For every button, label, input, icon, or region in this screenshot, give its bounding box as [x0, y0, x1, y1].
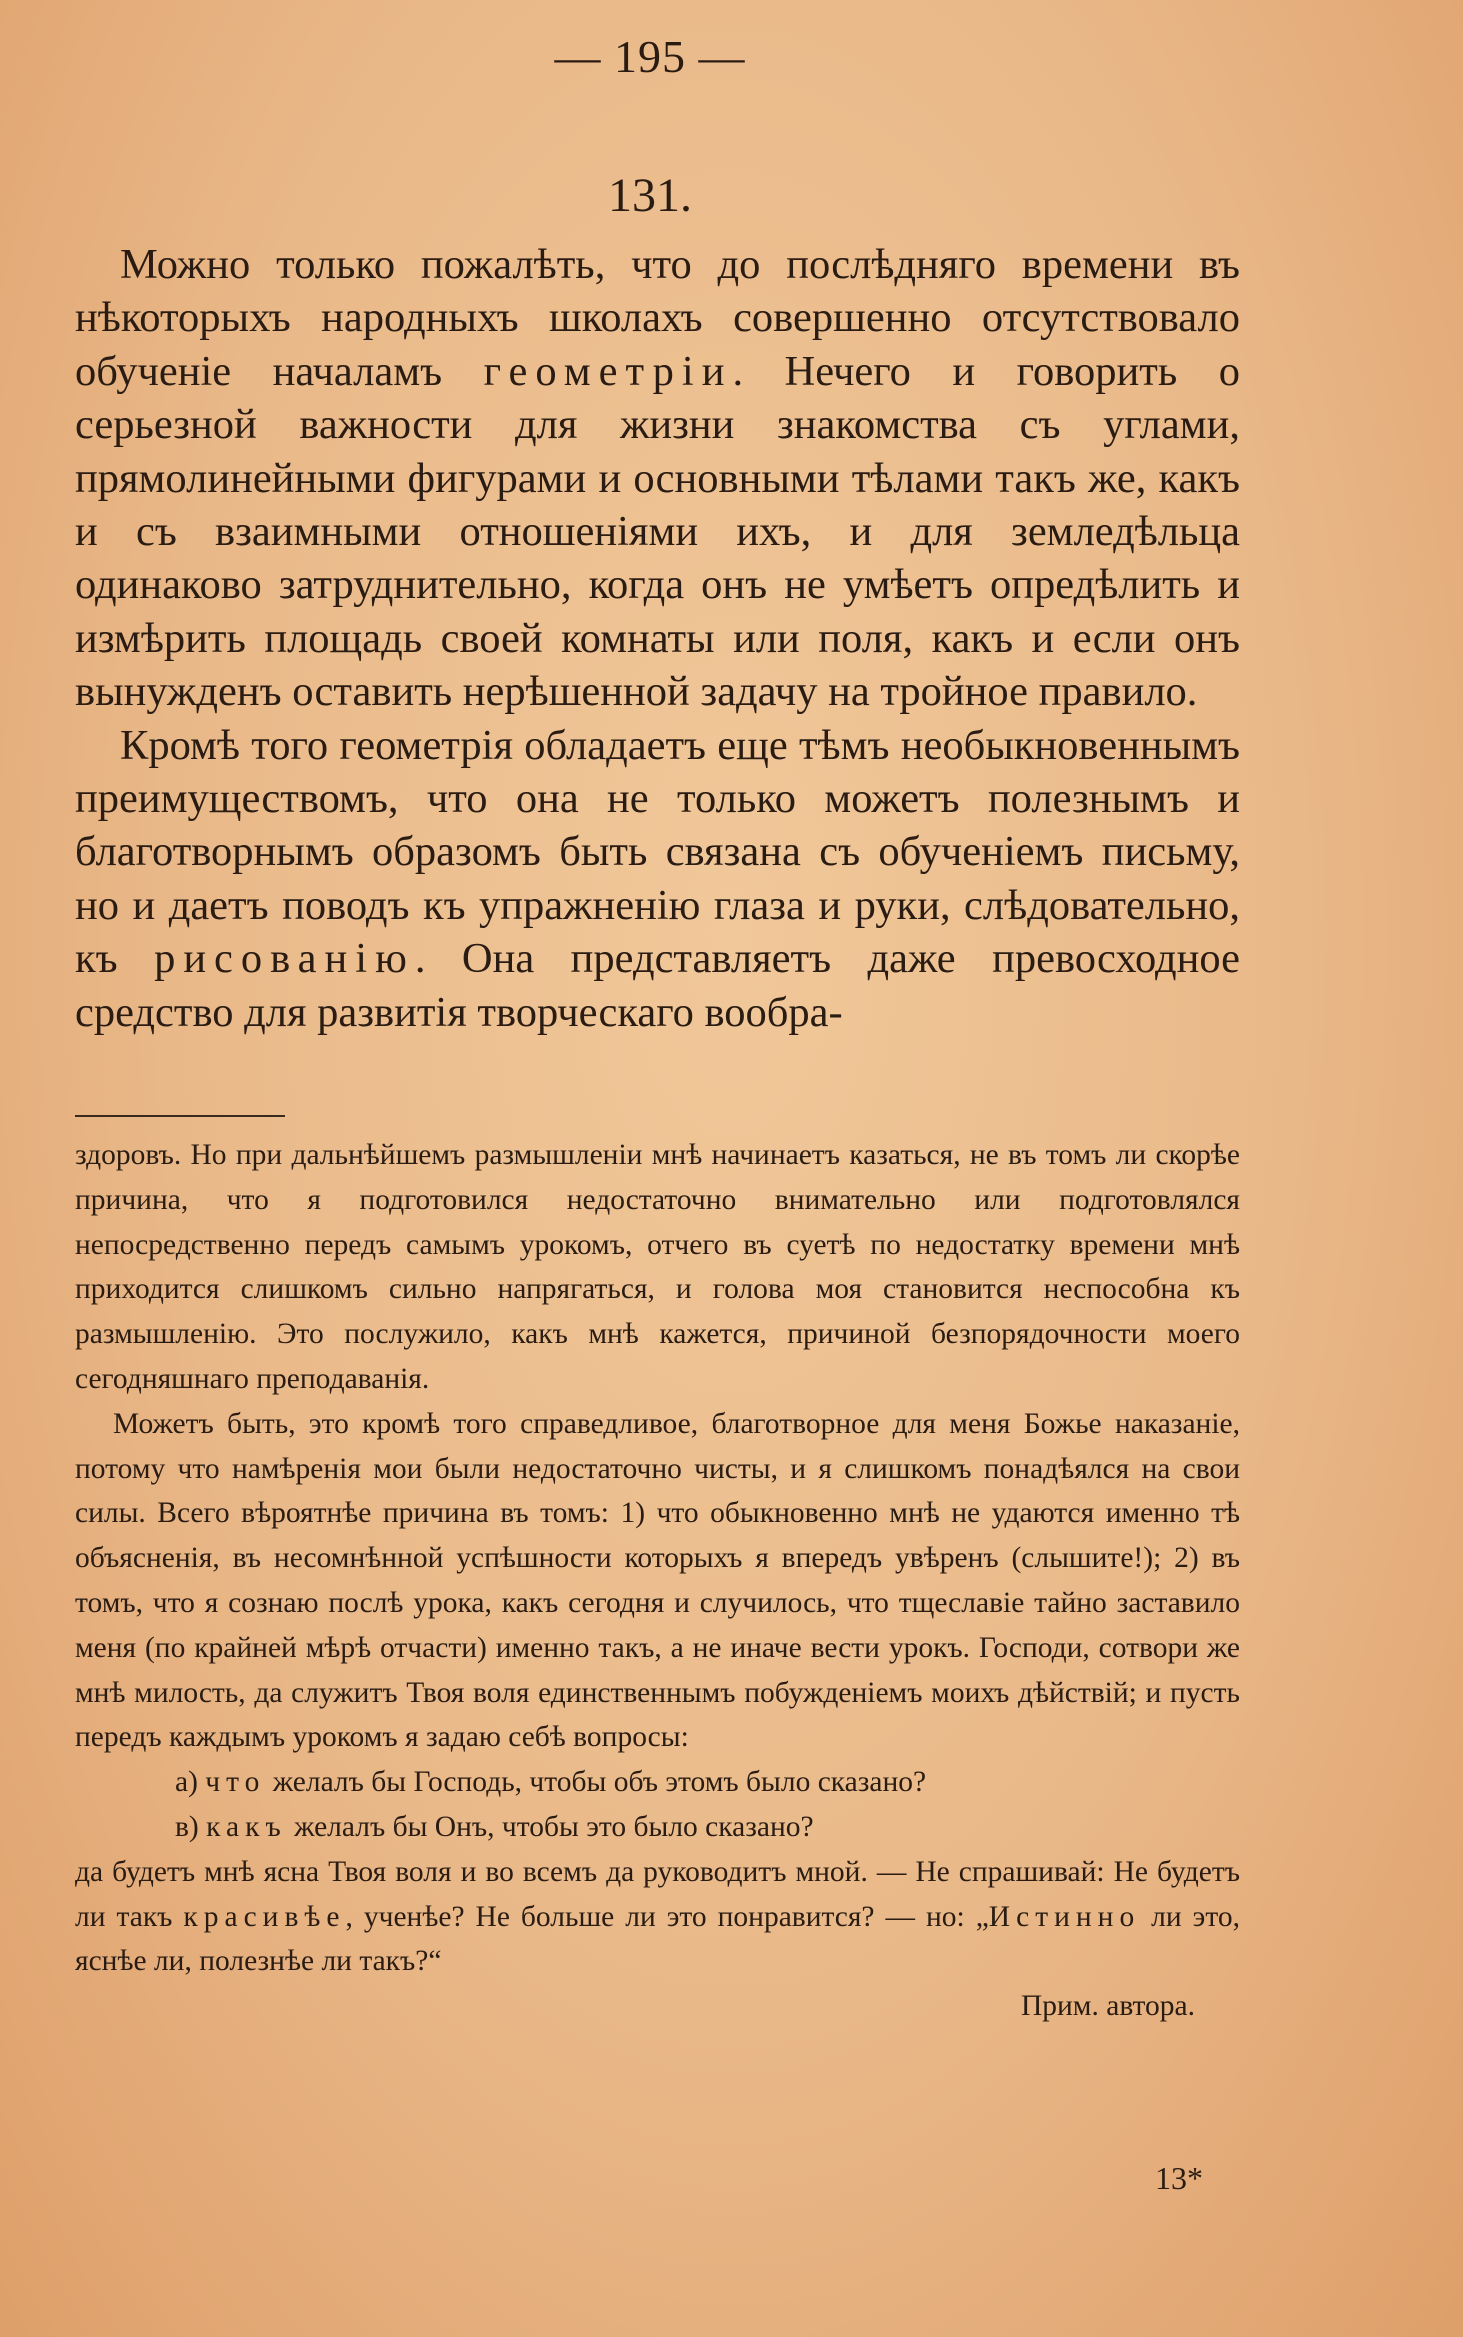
text-segment: . Она представляетъ даже превосходное средство для развитія творческаго вообра-: [75, 935, 1240, 1036]
question-label: а): [175, 1766, 198, 1799]
spaced-term: красивѣе: [183, 1900, 346, 1933]
question-text: желалъ бы Господь, чтобы объ этомъ было сказано?: [272, 1766, 927, 1799]
text-segment: да будетъ мнѣ ясна Твоя воля и во всемъ да руководитъ мной. — Не спрашивай: Не будетъ ли такъ: [75, 1855, 1240, 1933]
main-paragraph-2: [75, 719, 1240, 1039]
text-segment: Можно только пожалѣть, что до послѣдняго времени въ нѣкоторыхъ народныхъ школахъ совершенно отсутствовало обученіе началамъ: [75, 241, 1240, 395]
text-segment: ли это, яснѣе ли, полезнѣе ли такъ?“: [75, 1900, 1240, 1978]
footnote: [75, 1133, 1240, 2029]
question-text: желалъ бы Онъ, чтобы это было сказано?: [294, 1810, 814, 1843]
text-segment: . Нечего и говорить о серьезной важности для жизни знакомства съ углами, прямолинейными фигурами и основными тѣлами такъ же, какъ и съ взаимными отношеніями ихъ, и для земледѣльца одинаково затруднительно, когда онъ не умѣетъ опредѣлить и измѣрить площадь своей комнаты или поля, какъ и если онъ вынужденъ оставить нерѣшенной задачу на тройное правило.: [75, 347, 1240, 716]
spaced-term-geometry: геометріи: [483, 347, 733, 395]
section-number: 131.: [608, 169, 692, 222]
spaced-term: Истинно: [988, 1900, 1141, 1933]
footnote-question-a: [75, 1760, 1240, 1805]
spaced-term: какъ: [206, 1810, 287, 1843]
text-segment: Кромѣ того геометрія обладаетъ еще тѣмъ необыкновеннымъ преимуществомъ, что она не только можетъ полезнымъ и благотворнымъ образомъ быть связана съ обученіемъ письму, но и даетъ поводъ къ упражненію глаза и руки, слѣдовательно, къ: [75, 721, 1240, 983]
main-paragraph-1: [75, 238, 1240, 719]
question-label: в): [175, 1810, 199, 1843]
page-number: — 195 —: [554, 31, 746, 82]
author-note-signature: Прим. автора.: [1020, 1990, 1195, 2023]
footnote-paragraph-1: здоровъ. Но при дальнѣйшемъ размышленіи мнѣ начинаетъ казаться, не въ томъ ли скорѣе причина, что я подготовился недостаточно внимательно или подготовлялся непосредственно передъ самымъ урокомъ, отчего въ суетѣ по недостатку времени мнѣ приходится слишкомъ сильно напрягаться, и голова моя становится неспособна къ размышленію. Это послужило, какъ мнѣ кажется, причиной безпорядочности моего сегодняшнаго преподаванія.: [75, 1139, 1240, 1395]
main-text: [75, 238, 1240, 1039]
footnote-paragraph-2: Можетъ быть, это кромѣ того справедливое, благотворное для меня Божье наказаніе, потому что намѣренія мои были недостаточно чисты, и я слишкомъ понадѣялся на свои силы. Всего вѣроятнѣе причина въ томъ: 1) что обыкновенно мнѣ не удаются именно тѣ объясненія, въ несомнѣнной успѣшности которыхъ я впередъ увѣренъ (слышите!); 2) въ томъ, что я сознаю послѣ урока, какъ сегодня и случилось, что тщеславіе тайно заставило меня (по крайней мѣрѣ отчасти) именно такъ, а не иначе вести урокъ. Господи, сотвори же мнѣ милость, да служитъ Твоя воля единственнымъ побужденіемъ моихъ дѣйствій; и пусть передъ каждымъ урокомъ я задаю себѣ вопросы:: [75, 1407, 1240, 1754]
spaced-term-drawing: рисованію: [154, 935, 415, 983]
footnote-question-b: [75, 1805, 1240, 1850]
text-segment: , ученѣе? Не больше ли это понравится? — но: „: [345, 1900, 989, 1933]
spaced-term: что: [205, 1766, 266, 1799]
footnote-divider: [75, 1115, 285, 1117]
footnote-paragraph-3: [75, 1850, 1240, 1984]
printer-signature-mark: 13*: [1155, 2160, 1203, 2196]
